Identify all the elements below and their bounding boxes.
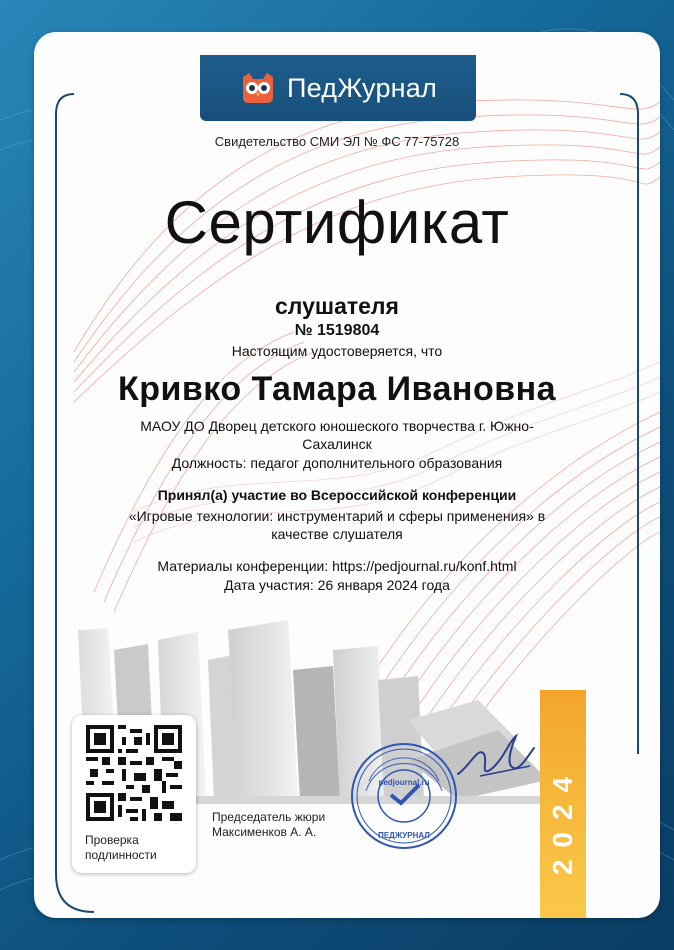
signature-image (450, 726, 540, 786)
owl-logo-icon (239, 71, 277, 105)
conference-materials: Материалы конференции: https://pedjournal.ru/konf.html (157, 558, 517, 574)
qr-card[interactable] (72, 715, 196, 873)
certify-text: Настоящим удостоверяется, что (231, 343, 443, 359)
header-banner (200, 55, 476, 121)
conference-name: «Игровые технологии: инструментарий и сферы применения» в качестве слушателя (128, 508, 546, 542)
verification-label: Проверка подлинности (85, 833, 157, 862)
jury-chair (212, 810, 325, 840)
year-text: 2024 (547, 764, 579, 876)
jury-chair-name: Максименков А. А. (212, 825, 317, 839)
year-label (540, 740, 586, 900)
participation-date: Дата участия: 26 января 2024 года (224, 577, 450, 593)
stamp-center-text: pedjournal.ru (378, 778, 430, 787)
organization: МАОУ ДО Дворец детского юношеского творчества г. Южно-Сахалинск (140, 418, 534, 452)
certificate-subtitle: слушателя (275, 293, 399, 319)
position: Должность: педагог дополнительного образования (171, 455, 503, 471)
stamp-bottom-text: ПЕДЖУРНАЛ (378, 831, 430, 840)
recipient-name: Кривко Тамара Ивановна (117, 370, 557, 408)
certificate-title: Сертификат (164, 189, 510, 256)
registration-text: Свидетельство СМИ ЭЛ № ФС 77-75728 (214, 134, 460, 149)
jury-chair-title: Председатель жюри (212, 810, 326, 824)
certificate-number: № 1519804 (294, 322, 380, 339)
official-stamp-icon (349, 741, 459, 851)
participation-text: Принял(а) участие во Всероссийской конференции (157, 487, 517, 503)
brand-name: ПедЖурнал (287, 72, 437, 103)
qr-code-icon[interactable] (86, 725, 182, 821)
